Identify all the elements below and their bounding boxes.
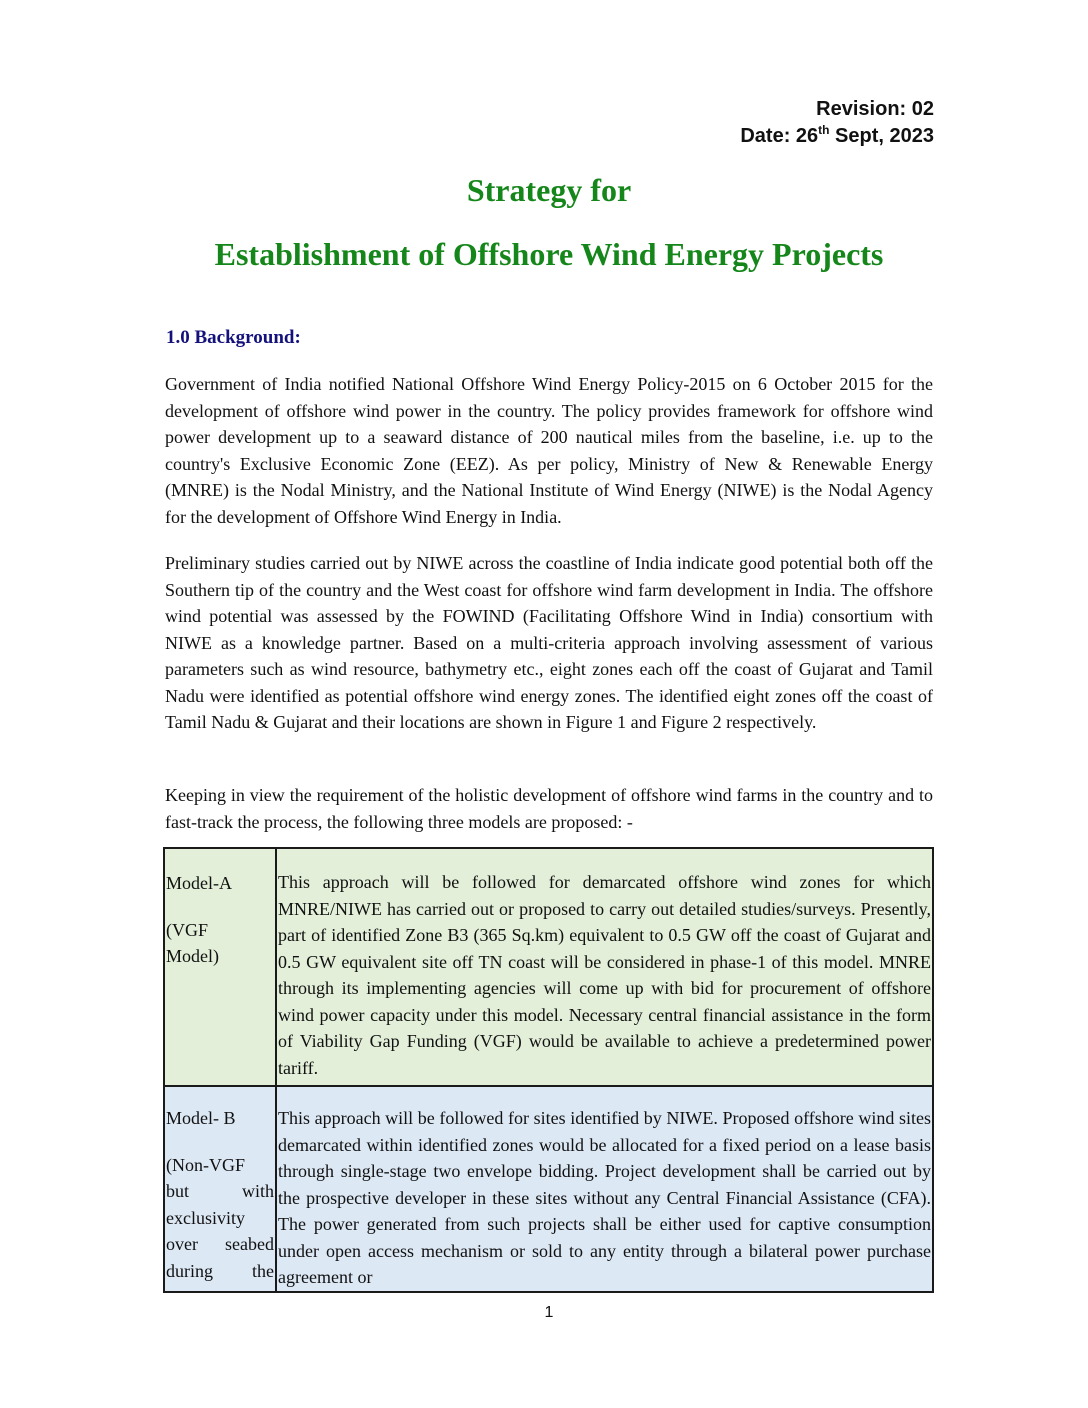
model-b-subtitle-4: over seabed xyxy=(166,1234,274,1254)
model-a-label-cell xyxy=(164,848,276,1086)
date-ordinal: th xyxy=(818,123,830,137)
document-title-line2: Establishment of Offshore Wind Energy Projects xyxy=(214,236,884,272)
model-a-subtitle-2: Model) xyxy=(166,946,219,966)
model-b-name: Model- B xyxy=(166,1108,236,1128)
model-a-subtitle-1: (VGF xyxy=(166,919,209,940)
paragraph-models-intro: Keeping in view the requirement of the holistic development of offshore wind farms in the country and to fast-track the process, the following three models are proposed: - xyxy=(165,785,933,832)
table-row-model-a xyxy=(164,848,933,1086)
paragraph-policy: Government of India notified National Offshore Wind Energy Policy-2015 on 6 October 2015 for the development of offshore wind power in the country. The policy provides framework for offshore wind power development up to a seaward distance of 200 nautical miles from the baseline, i.e. up to the country's Exclusive Economic Zone (EEZ). As per policy, Ministry of New & Renewable Energy (MNRE) is the Nodal Ministry, and the National Institute of Wind Energy (NIWE) is the Nodal Agency for the development of Offshore Wind Energy in India. xyxy=(165,374,933,527)
table-row-model-b xyxy=(164,1086,933,1292)
model-a-description: This approach will be followed for demarcated offshore wind zones for which MNRE/NIWE has carried out or proposed to carry out detailed studies/surveys. Presently, part of identified Zone B3 (365 Sq.km) equivalent to 0.5 GW off the coast of Gujarat and 0.5 GW equivalent site off TN coast will be considered in phase-1 of this model. MNRE through its implementing agencies will come up with bid for procurement of offshore wind power capacity under this model. Necessary central financial assistance in the form of Viability Gap Funding (VGF) would be available to achieve a predetermined power tariff. xyxy=(276,848,933,1086)
section-heading-background: 1.0 Background: xyxy=(166,327,301,348)
document-title-line1: Strategy for xyxy=(466,172,632,208)
date-prefix: Date: 26 xyxy=(740,125,819,147)
models-table xyxy=(163,847,934,1293)
model-b-description: This approach will be followed for sites identified by NIWE. Proposed offshore wind sites demarcated within identified zones would be allocated for a fixed period on a lease basis through single-stage two envelope bidding. Project development shall be carried out by the prospective developer in these sites without any Central Financial Assistance (CFA). The power generated from such projects shall be either used for captive consumption under open access mechanism or sold to any entity through a bilateral power purchase agreement or xyxy=(276,1086,933,1292)
model-a-name: Model-A xyxy=(166,873,232,893)
model-b-subtitle-1: (Non-VGF xyxy=(166,1154,245,1175)
model-b-subtitle-2: but with xyxy=(166,1181,274,1201)
model-b-subtitle-3: exclusivity xyxy=(166,1207,245,1228)
paragraph-studies: Preliminary studies carried out by NIWE across the coastline of India indicate good potential both off the Southern tip of the country and the West coast for offshore wind farm development in India. The offshore wind potential was assessed by the FOWIND (Facilitating Offshore Wind in India) consortium with NIWE as a knowledge partner. Based on a multi-criteria approach involving assessment of various parameters such as wind resource, bathymetry etc., eight zones each off the coast of Gujarat and Tamil Nadu were identified as potential offshore wind energy zones. The identified eight zones off the coast of Tamil Nadu & Gujarat and their locations are shown in Figure 1 and Figure 2 respectively. xyxy=(165,553,933,732)
revision-block xyxy=(740,96,934,150)
model-b-subtitle-5: during the xyxy=(166,1260,274,1281)
date-suffix: Sept, 2023 xyxy=(829,125,934,147)
date-label xyxy=(740,123,934,150)
revision-label: Revision: 02 xyxy=(816,98,934,120)
page-number: 1 xyxy=(544,1304,554,1321)
model-b-label-cell xyxy=(164,1086,276,1292)
